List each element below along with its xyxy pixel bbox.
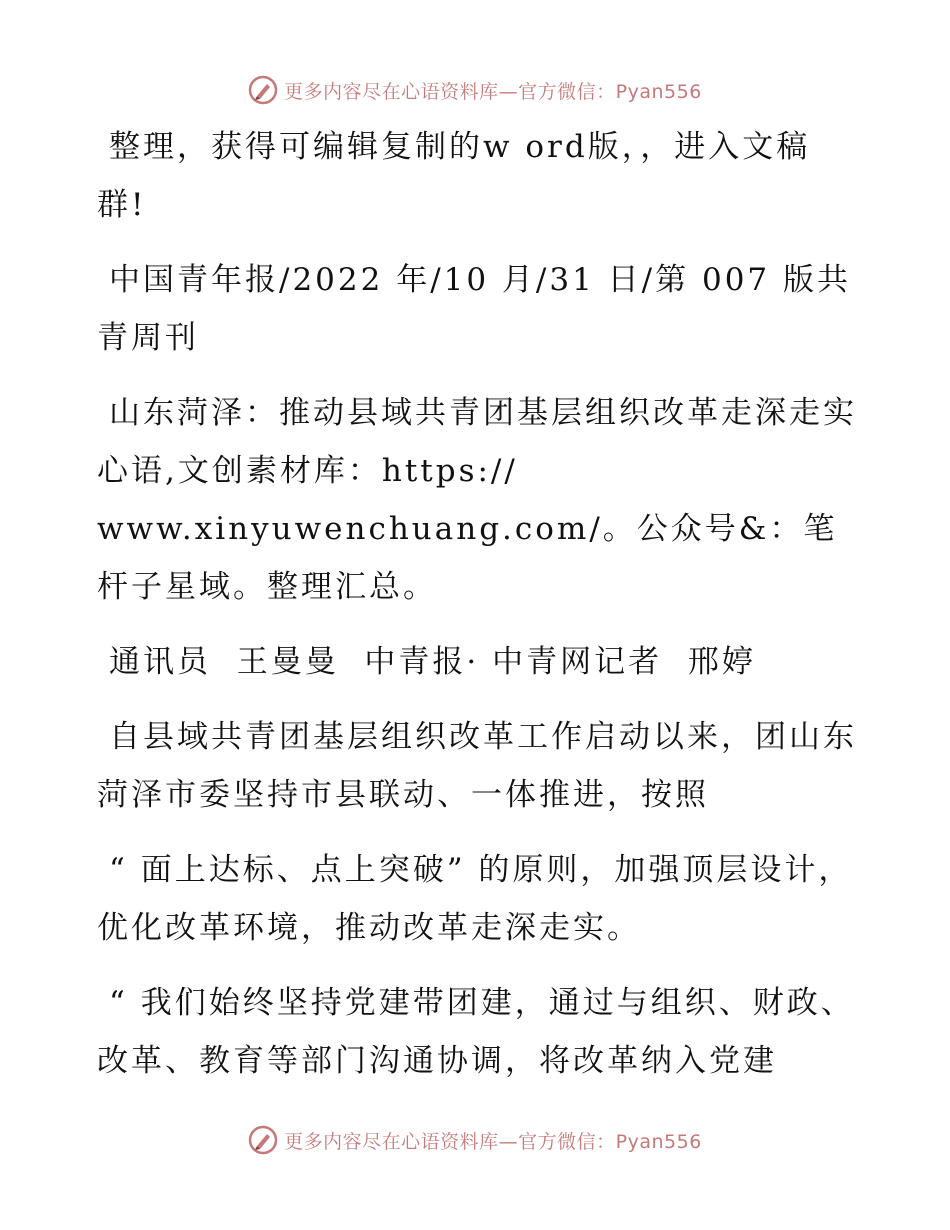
header-banner [0, 70, 950, 110]
pen-circle-logo-icon [248, 1125, 278, 1155]
paragraph: 自县域共青团基层组织改革工作启动以来，团山东菏泽市委坚持市县联动、一体推进，按照 [97, 719, 857, 813]
paragraph: 整理，获得可编辑复制的w ord版，，进入文稿群! [97, 129, 811, 223]
paragraph: 通讯员 王曼曼 中青报· 中青网记者 邢婷 [109, 644, 756, 680]
banner-text: 更多内容尽在心语资料库—官方微信：Pyan556 [284, 80, 702, 103]
paragraph: 山东菏泽：推动县域共青团基层组织改革走深走实心语,文创素材库：https:// www.xinyuwenchuang.com/。公众号&：笔杆子星域。整理汇总。 [97, 395, 857, 605]
paragraph: “ 我们始终坚持党建带团建，通过与组织、财政、改革、教育等部门沟通协调，将改革纳入党建 [97, 985, 855, 1079]
document-body [97, 118, 857, 1107]
footer-banner [0, 1120, 950, 1160]
banner-text: 更多内容尽在心语资料库—官方微信：Pyan556 [284, 1130, 702, 1153]
pen-circle-logo-icon [248, 75, 278, 105]
paragraph: “ 面上达标、点上突破” 的原则，加强顶层设计，优化改革环境，推动改革走深走实。 [97, 852, 853, 946]
paragraph: 中国青年报/2022 年/10 月/31 日/第 007 版共青周刊 [97, 262, 852, 356]
